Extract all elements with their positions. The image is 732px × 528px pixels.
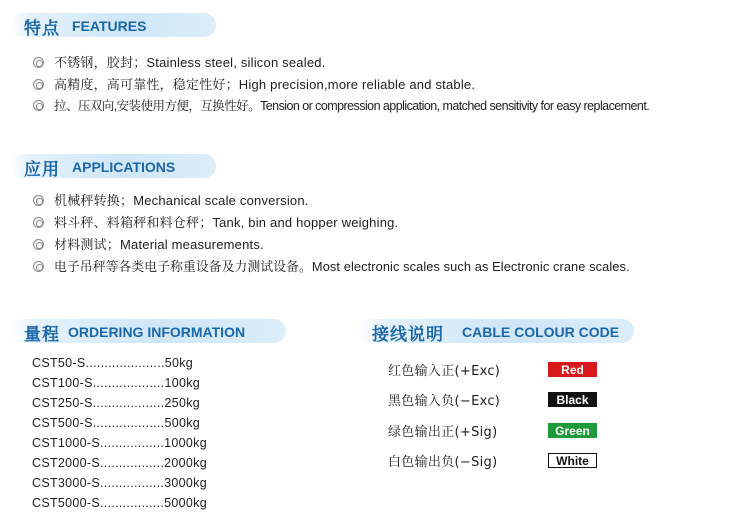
- cable-row-label: 红色输入正(+Exc): [388, 364, 501, 379]
- circle-bullet-icon: [33, 239, 44, 250]
- features-title-en: FEATURES: [72, 18, 147, 34]
- application-item: [33, 256, 630, 274]
- cable-header: [358, 319, 634, 343]
- cable-row-label: 绿色输出正(+Sig): [388, 425, 498, 440]
- applications-title-en: APPLICATIONS: [72, 159, 176, 175]
- features-header: [10, 13, 216, 37]
- circle-bullet-icon: [33, 79, 44, 90]
- feature-item: [33, 52, 326, 70]
- circle-bullet-icon: [33, 195, 44, 206]
- application-item: [33, 212, 398, 230]
- circle-bullet-icon: [33, 100, 44, 111]
- order-row: CST3000-S.................3000kg: [32, 476, 207, 490]
- black-color-swatch: Black: [548, 392, 597, 407]
- red-color-swatch: Red: [548, 362, 597, 377]
- applications-header: [10, 154, 216, 178]
- application-item: [33, 234, 264, 252]
- order-row: CST100-S...................100kg: [32, 376, 200, 390]
- feature-text: 不锈钢，胶封；Stainless steel, silicon sealed.: [54, 55, 326, 70]
- feature-text: 高精度，高可靠性，稳定性好；High precision,more reliable and stable.: [54, 77, 476, 92]
- order-row: CST2000-S.................2000kg: [32, 456, 207, 470]
- white-color-swatch: White: [548, 453, 597, 468]
- application-text: 机械秤转换；Mechanical scale conversion.: [54, 193, 309, 208]
- circle-bullet-icon: [33, 217, 44, 228]
- applications-title-cn: 应用: [24, 160, 60, 180]
- application-text: 电子吊秤等各类电子称重设备及力测试设备。Most electronic scales such as Electronic crane scales.: [54, 259, 630, 274]
- green-color-swatch: Green: [548, 423, 597, 438]
- feature-text: 拉、压双向,安装使用方便，互换性好。Tension or compression application, matched sensitivity for easy replacement.: [54, 99, 650, 113]
- feature-item: [33, 96, 649, 114]
- order-row: CST250-S...................250kg: [32, 396, 200, 410]
- order-row: CST5000-S.................5000kg: [32, 496, 207, 510]
- application-text: 料斗秤、料箱秤和料仓秤；Tank, bin and hopper weighing.: [54, 215, 399, 230]
- order-row: CST500-S...................500kg: [32, 416, 200, 430]
- cable-row-label: 白色输出负(−Sig): [388, 455, 498, 470]
- application-item: [33, 190, 309, 208]
- cable-title-cn: 接线说明: [372, 325, 444, 345]
- ordering-header: [10, 319, 286, 343]
- features-title-cn: 特点: [24, 19, 60, 39]
- feature-item: [33, 74, 475, 92]
- circle-bullet-icon: [33, 261, 44, 272]
- ordering-title-cn: 量程: [24, 325, 60, 345]
- order-row: CST1000-S.................1000kg: [32, 436, 207, 450]
- cable-title-en: CABLE COLOUR CODE: [462, 324, 620, 340]
- ordering-title-en: ORDERING INFORMATION: [68, 324, 246, 340]
- cable-row-label: 黑色输入负(−Exc): [388, 394, 501, 409]
- circle-bullet-icon: [33, 57, 44, 68]
- application-text: 材料测试；Material measurements.: [54, 237, 264, 252]
- order-row: CST50-S.....................50kg: [32, 356, 194, 370]
